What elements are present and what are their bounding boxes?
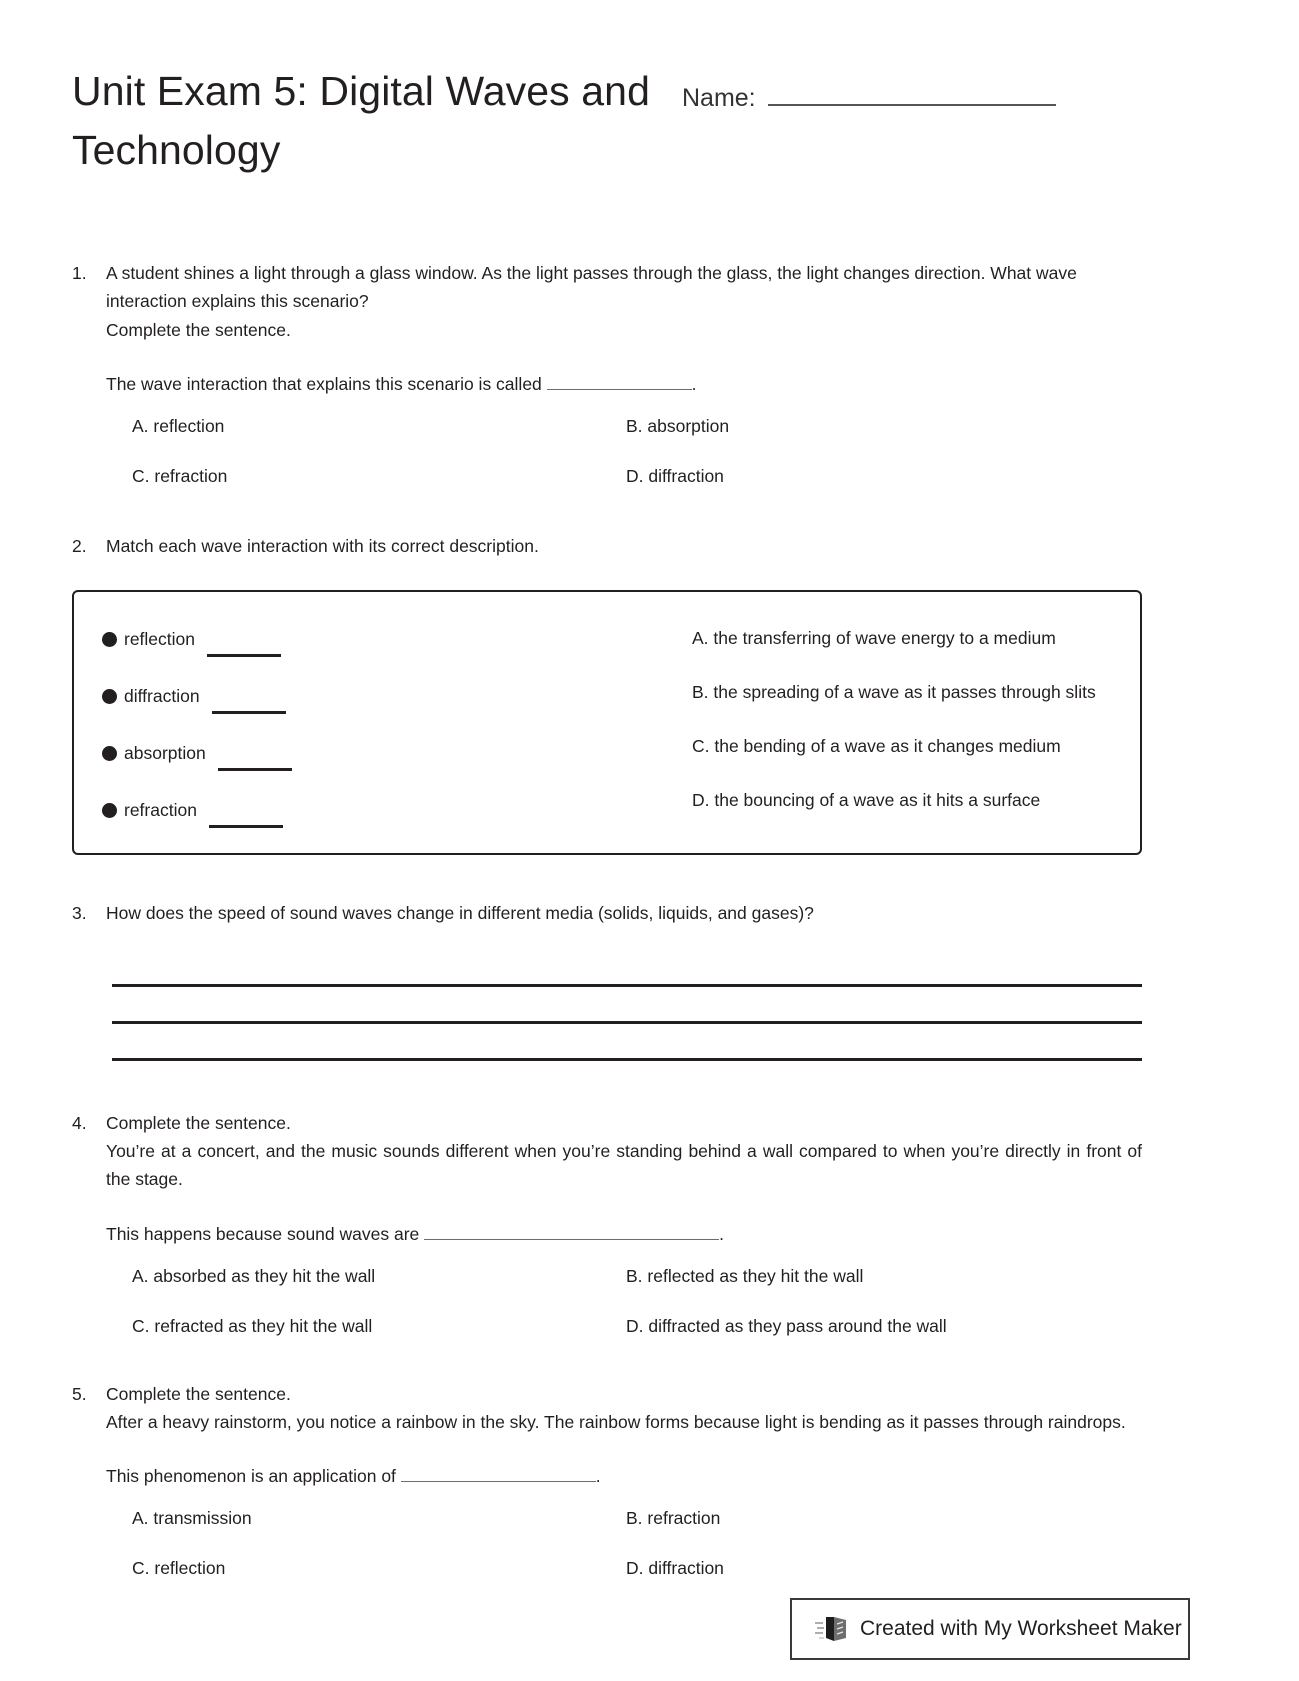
question-1-prompt: A student shines a light through a glass window. As the light passes through the glass, the light changes direction. What wave interaction explains this scenario? [106, 262, 1077, 312]
question-4-stem [106, 1220, 1142, 1248]
question-5-blank[interactable] [401, 1466, 596, 1482]
bullet-icon [102, 632, 117, 647]
question-5 [72, 1380, 1142, 1583]
created-with-badge[interactable] [790, 1598, 1190, 1660]
question-5-choice-a[interactable]: A. transmission [132, 1508, 252, 1529]
question-4-instruction: Complete the sentence. [106, 1112, 291, 1133]
question-1-stem-before: The wave interaction that explains this scenario is called [106, 373, 542, 394]
question-1-stem-after: . [691, 373, 697, 394]
question-1-stem [106, 370, 1142, 398]
question-5-prompt: After a heavy rainstorm, you notice a rainbow in the sky. The rainbow forms because light is bending as it passes through raindrops. [106, 1411, 1126, 1432]
question-1-choices [106, 412, 1142, 490]
matching-description-a[interactable]: A. the transferring of wave energy to a medium [692, 628, 1056, 649]
question-4-choices [106, 1262, 1142, 1340]
choice-row [106, 1262, 1142, 1290]
question-2-number: 2. [72, 535, 87, 556]
question-5-instruction: Complete the sentence. [106, 1383, 291, 1404]
question-3-body [106, 899, 1142, 1060]
question-1-body [106, 259, 1142, 490]
choice-row [106, 1504, 1142, 1532]
matching-term-item [102, 683, 692, 740]
badge-label: Created with My Worksheet Maker [860, 1617, 1182, 1640]
name-label: Name: [682, 84, 756, 112]
answer-line[interactable] [112, 1024, 1142, 1061]
matching-answer-blank-1[interactable] [207, 626, 281, 657]
question-4 [72, 1109, 1142, 1340]
question-2 [72, 532, 1142, 560]
matching-term-item [102, 626, 692, 683]
question-3 [72, 899, 1142, 1060]
matching-term-item [102, 740, 692, 797]
matching-answer-blank-2[interactable] [212, 683, 286, 714]
choice-row [106, 1312, 1142, 1340]
matching-box [72, 590, 1142, 855]
question-5-choices [106, 1504, 1142, 1582]
matching-description-d[interactable]: D. the bouncing of a wave as it hits a surface [692, 790, 1041, 811]
question-1-choice-c[interactable]: C. refraction [132, 465, 228, 486]
question-1-instruction: Complete the sentence. [106, 319, 291, 340]
matching-term-diffraction: diffraction [124, 686, 200, 707]
matching-term-absorption: absorption [124, 743, 206, 764]
choice-row [106, 412, 1142, 440]
matching-description-c[interactable]: C. the bending of a wave as it changes medium [692, 736, 1061, 757]
bullet-icon [102, 803, 117, 818]
question-5-stem [106, 1462, 1142, 1490]
question-2-body [106, 532, 1142, 560]
matching-descriptions-column [692, 626, 1112, 833]
question-3-prompt: How does the speed of sound waves change in different media (solids, liquids, and gases)? [106, 903, 814, 924]
answer-line[interactable] [112, 950, 1142, 987]
question-3-answer-lines [106, 950, 1142, 1061]
question-4-choice-b[interactable]: B. reflected as they hit the wall [626, 1265, 864, 1286]
worksheet-maker-logo-icon [814, 1614, 848, 1644]
matching-answer-blank-3[interactable] [218, 740, 292, 771]
matching-term-reflection: reflection [124, 629, 196, 650]
bullet-icon [102, 689, 117, 704]
bullet-icon [102, 746, 117, 761]
question-1-choice-a[interactable]: A. reflection [132, 415, 225, 436]
question-1 [72, 259, 1142, 490]
question-3-number: 3. [72, 903, 87, 924]
matching-term-item [102, 797, 692, 854]
question-4-stem-before: This happens because sound waves are [106, 1223, 420, 1244]
question-5-stem-before: This phenomenon is an application of [106, 1466, 396, 1487]
question-1-choice-b[interactable]: B. absorption [626, 415, 730, 436]
question-4-choice-a[interactable]: A. absorbed as they hit the wall [132, 1265, 376, 1286]
question-1-choice-d[interactable]: D. diffraction [626, 465, 724, 486]
question-5-stem-after: . [595, 1466, 601, 1487]
question-5-choice-d[interactable]: D. diffraction [626, 1558, 724, 1579]
page-title: Unit Exam 5: Digital Waves and Technology [72, 68, 650, 174]
worksheet-content [72, 0, 1142, 1582]
question-4-choice-d[interactable]: D. diffracted as they pass around the wall [626, 1315, 947, 1336]
question-4-number: 4. [72, 1112, 87, 1133]
question-4-prompt: You’re at a concert, and the music sounds different when you’re standing behind a wall compared to when you’re directly in front of the stage. [106, 1140, 1142, 1190]
question-5-choice-b[interactable]: B. refraction [626, 1508, 721, 1529]
question-2-prompt: Match each wave interaction with its correct description. [106, 535, 539, 556]
question-5-body [106, 1380, 1142, 1583]
question-4-stem-after: . [719, 1223, 725, 1244]
question-4-blank[interactable] [424, 1224, 719, 1240]
question-1-blank[interactable] [547, 374, 692, 390]
question-5-number: 5. [72, 1383, 87, 1404]
question-1-number: 1. [72, 262, 87, 283]
answer-line[interactable] [112, 987, 1142, 1024]
name-field-group [682, 62, 1056, 113]
question-5-choice-c[interactable]: C. reflection [132, 1558, 226, 1579]
choice-row [106, 1554, 1142, 1582]
matching-description-b[interactable]: B. the spreading of a wave as it passes through slits [692, 682, 1096, 703]
question-4-body [106, 1109, 1142, 1340]
matching-answer-blank-4[interactable] [209, 797, 283, 828]
question-4-choice-c[interactable]: C. refracted as they hit the wall [132, 1315, 373, 1336]
choice-row [106, 462, 1142, 490]
worksheet-header [72, 0, 1142, 181]
matching-term-refraction: refraction [124, 800, 197, 821]
name-input-line[interactable] [768, 78, 1056, 106]
matching-terms-column [102, 626, 692, 833]
